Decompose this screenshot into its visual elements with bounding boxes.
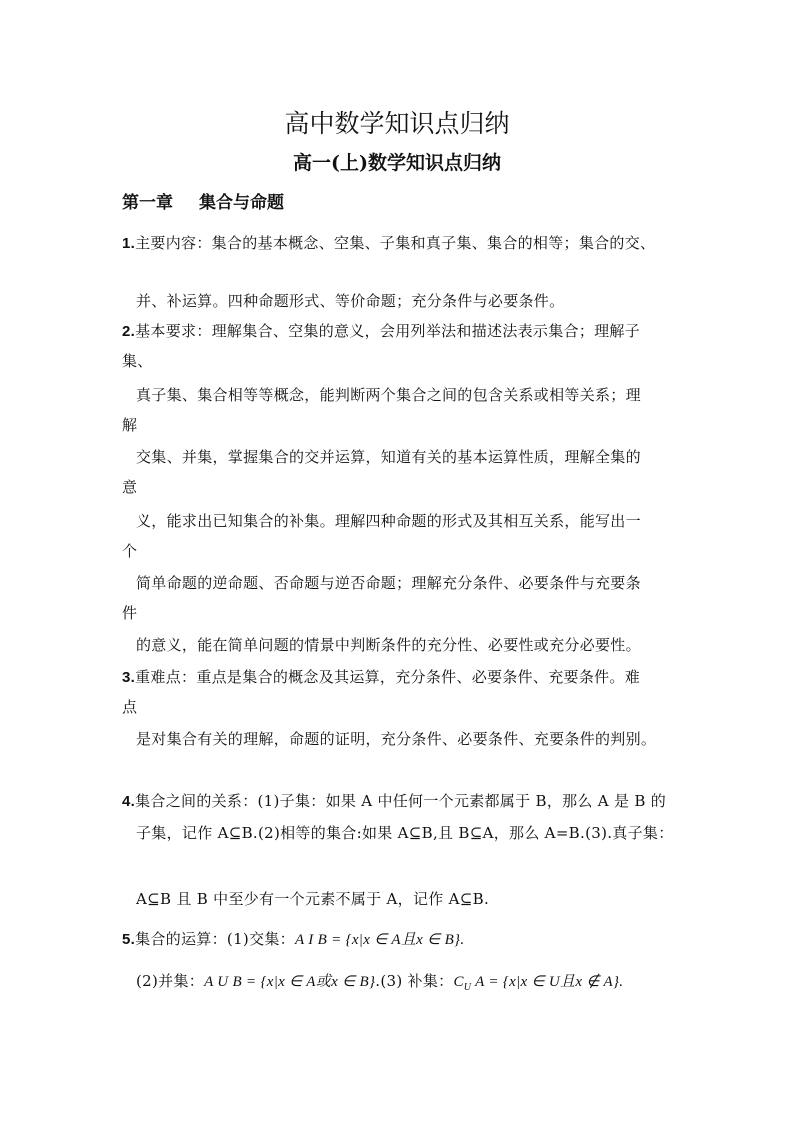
list-item-continuation: 的意义，能在简单问题的情景中判断条件的充分性、必要性或充分必要性。	[136, 636, 641, 654]
item-number: 2.	[122, 323, 136, 340]
list-item-continuation: 件	[122, 604, 138, 622]
list-item-continuation: 真子集、集合相等等概念，能判断两个集合之间的包含关系或相等关系；理	[136, 386, 641, 404]
union-formula: A U B = {x|x ∈ A或x ∈ B}	[204, 974, 376, 990]
chapter-label: 第一章	[122, 193, 173, 213]
list-item	[122, 790, 666, 811]
list-item-continuation: A⊆B 且 B 中至少有一个元素不属于 A，记作 A⊆B.	[136, 890, 490, 908]
list-item-continuation: 是对集合有关的理解，命题的证明，充分条件、必要条件、充要条件的判别。	[136, 730, 657, 748]
list-item-continuation	[136, 970, 623, 993]
list-item-continuation: 解	[122, 416, 138, 434]
list-item-continuation: 义，能求出已知集合的补集。理解四种命题的形式及其相互关系，能写出一	[136, 512, 641, 530]
list-item-continuation: 简单命题的逆命题、否命题与逆否命题；理解充分条件、必要条件与充要条	[136, 574, 641, 592]
item-text: 主要内容：集合的基本概念、空集、子集和真子集、集合的相等；集合的交、	[135, 234, 656, 252]
list-item-continuation: 并、补运算。四种命题形式、等价命题；充分条件与必要条件。	[136, 292, 565, 310]
list-item-continuation: 意	[122, 478, 138, 496]
item-number: 3.	[122, 669, 136, 686]
item-number: 4.	[122, 793, 136, 810]
complement-label: .(3) 补集：	[375, 972, 454, 990]
list-item-continuation: 集、	[122, 352, 153, 370]
intersection-formula: A I B = {x|x ∈ A且x ∈ B}.	[294, 932, 465, 948]
item-text: 集合的运算：(1)交集：	[135, 930, 295, 948]
item-text: 集合之间的关系：(1)子集：如果 A 中任何一个元素都属于 B，那么 A 是 B 的	[135, 792, 667, 810]
item-text: (2)并集：	[136, 972, 205, 990]
complement-symbol: C	[453, 974, 464, 990]
list-item-continuation: 交集、并集，掌握集合的交并运算，知道有关的基本运算性质，理解全集的	[136, 448, 641, 466]
item-text: 重难点：重点是集合的概念及其运算，充分条件、必要条件、充要条件。难	[135, 668, 641, 686]
list-item	[122, 928, 464, 949]
complement-formula	[453, 974, 624, 993]
page-title: 高中数学知识点归纳	[284, 109, 510, 138]
list-item	[122, 666, 640, 687]
item-number: 1.	[122, 235, 136, 252]
complement-subscript: U	[463, 982, 472, 993]
list-item	[122, 232, 655, 253]
list-item	[122, 320, 640, 341]
chapter-name: 集合与命题	[199, 193, 284, 213]
list-item-continuation: 点	[122, 698, 138, 716]
complement-set: A = {x|x ∈ U且x ∉ A}.	[471, 974, 624, 990]
list-item-continuation: 子集，记作 A⊆B.(2)相等的集合:如果 A⊆B,且 B⊆A，那么 A=B.(3).真子集：	[136, 824, 674, 842]
page-subtitle: 高一(上)数学知识点归纳	[293, 152, 501, 174]
item-number: 5.	[122, 931, 136, 948]
chapter-heading	[122, 188, 284, 213]
item-text: 基本要求：理解集合、空集的意义，会用列举法和描述法表示集合；理解子	[135, 322, 641, 340]
list-item-continuation: 个	[122, 542, 138, 560]
